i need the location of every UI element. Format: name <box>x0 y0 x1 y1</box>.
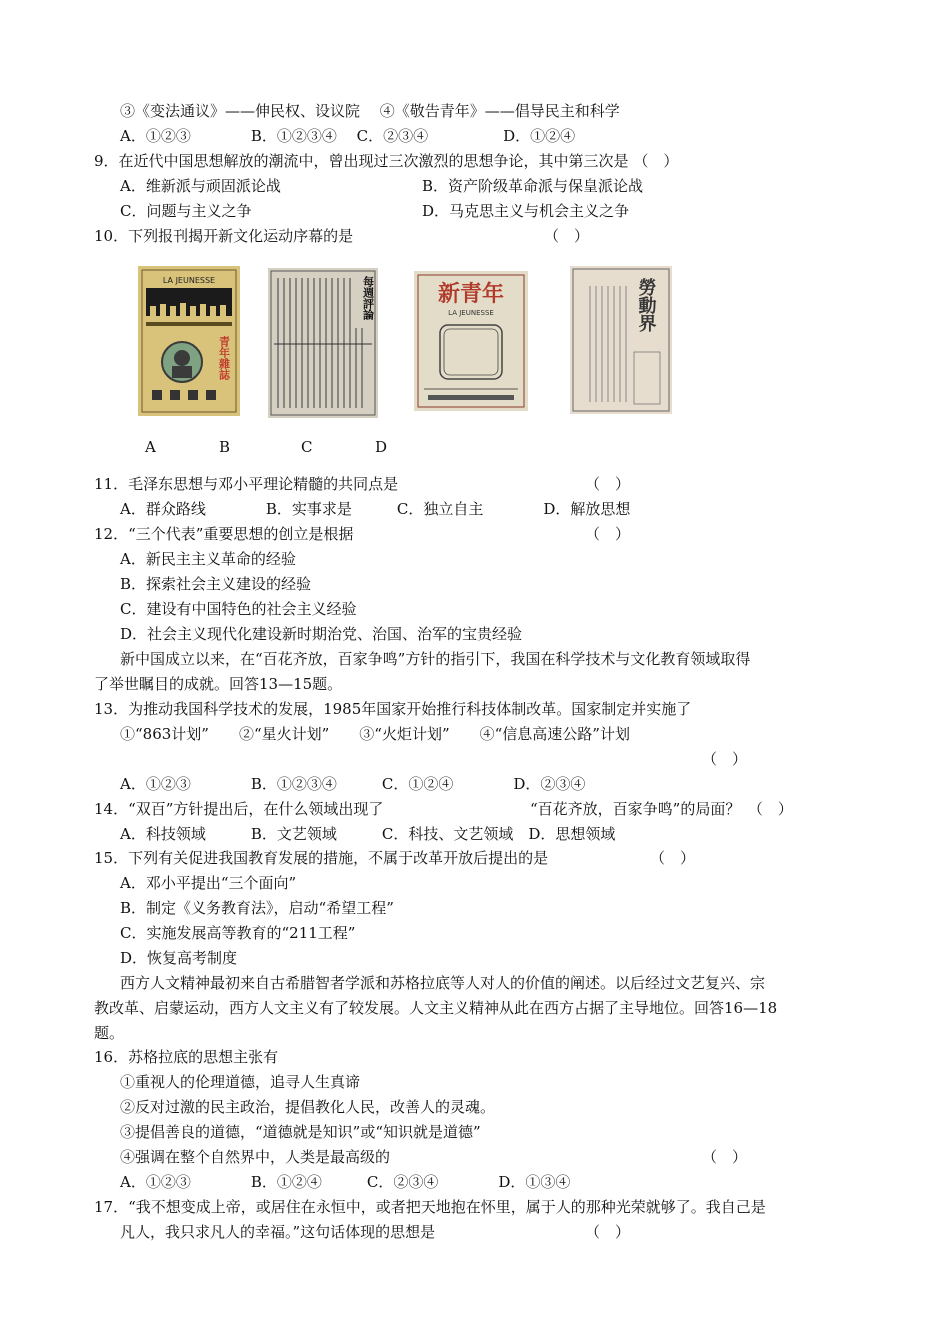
q15-option-c: C．实施发展高等教育的“211工程” <box>120 924 356 942</box>
q14-stem-cont: “百花齐放，百家争鸣”的局面？ （ ） <box>530 800 793 818</box>
q15-option-d: D．恢复高考制度 <box>120 949 238 967</box>
q12-stem: 12．“三个代表”重要思想的创立是根据 <box>94 525 354 543</box>
q16-item-3: ③提倡善良的道德，“道德就是知识”或“知识就是道德” <box>120 1123 481 1141</box>
q15-bracket: （ ） <box>650 849 696 867</box>
cover-a-side-title: 青年雜誌 <box>217 336 231 380</box>
q13-items: ①“863计划” ②“星火计划” ③“火炬计划” ④“信息高速公路”计划 <box>120 725 630 743</box>
q14-stem: 14．“双百”方针提出后，在什么领域出现了 <box>94 800 384 818</box>
q9-option-b: B．资产阶级革命派与保皇派论战 <box>422 177 644 195</box>
q12-option-a: A．新民主主义革命的经验 <box>120 550 296 568</box>
q16-item-1: ①重视人的伦理道德，追寻人生真谛 <box>120 1073 361 1091</box>
q12-option-c: C．建设有中国特色的社会主义经验 <box>120 600 357 618</box>
q15-stem: 15．下列有关促进我国教育发展的措施，不属于改革开放后提出的是 <box>94 849 549 867</box>
cover-d-title: 勞動界 <box>635 278 657 332</box>
image-label-a: A <box>145 438 156 456</box>
q16-item-2: ②反对过激的民主政治，提倡教化人民，改善人的灵魂。 <box>120 1098 496 1116</box>
q11-options: A．群众路线 B．实事求是 C．独立自主 D．解放思想 <box>120 500 631 518</box>
cover-a-masthead: LA JEUNESSE <box>162 276 216 285</box>
q9-option-c: C．问题与主义之争 <box>120 202 252 220</box>
cover-c-subtitle: LA JEUNESSE <box>448 309 494 317</box>
cover-b-title: 每週評論 <box>361 276 375 320</box>
q11-stem: 11．毛泽东思想与邓小平理论精髓的共同点是 <box>94 475 399 493</box>
q9-option-a: A．维新派与顽固派论战 <box>120 177 281 195</box>
q13-bracket: （ ） <box>702 750 748 768</box>
q14-options: A．科技领域 B．文艺领域 C．科技、文艺领域 D．思想领域 <box>120 825 616 843</box>
q8-option-line: ③《变法通议》——伸民权、设议院 ④《敬告青年》——倡导民主和科学 <box>120 102 620 120</box>
q16-stem: 16．苏格拉底的思想主张有 <box>94 1048 279 1066</box>
q12-bracket: （ ） <box>585 525 631 543</box>
q8-answers: A．①②③ B．①②③④ C．②③④ D．①②④ <box>120 127 576 145</box>
image-label-c: C <box>301 438 313 456</box>
q15-option-a: A．邓小平提出“三个面向” <box>120 874 297 892</box>
q15-option-b: B．制定《义务教育法》，启动“希望工程” <box>120 899 394 917</box>
q9-stem: 9．在近代中国思想解放的潮流中，曾出现过三次激烈的思想争论，其中第三次是 （ ） <box>94 152 679 170</box>
q17-stem-line-1: 17．“我不想变成上帝，或居住在永恒中，或者把天地抱在怀里，属于人的那种光荣就够了。我自己是 <box>94 1198 766 1216</box>
passage-2-line-3: 题。 <box>94 1024 125 1042</box>
q12-option-b: B．探索社会主义建设的经验 <box>120 575 312 593</box>
q12-option-d: D．社会主义现代化建设新时期治党、治国、治军的宝贵经验 <box>120 625 523 643</box>
cover-c-title: 新青年 <box>437 281 505 307</box>
magazine-cover-b-image <box>268 268 378 418</box>
passage-1-line-1: 新中国成立以来，在“百花齐放，百家争鸣”方针的指引下，我国在科学技术与文化教育领域取得 <box>120 650 751 668</box>
q13-options: A．①②③ B．①②③④ C．①②④ D．②③④ <box>120 775 586 793</box>
image-label-d: D <box>375 438 388 456</box>
q9-option-d: D．马克思主义与机会主义之争 <box>422 202 630 220</box>
q13-stem: 13．为推动我国科学技术的发展，1985年国家开始推行科技体制改革。国家制定并实施了 <box>94 700 692 718</box>
q11-bracket: （ ） <box>585 475 631 493</box>
q17-stem-line-2: 凡人，我只求凡人的幸福。”这句话体现的思想是 <box>120 1223 436 1241</box>
passage-2-line-1: 西方人文精神最初来自古希腊智者学派和苏格拉底等人对人的价值的阐述。以后经过文艺复兴、宗 <box>120 974 766 992</box>
magazine-cover-d-image <box>570 266 672 414</box>
passage-2-line-2: 教改革、启蒙运动，西方人文主义有了较发展。人文主义精神从此在西方占据了主导地位。回答16—18 <box>94 999 778 1017</box>
q16-bracket: （ ） <box>702 1148 748 1166</box>
magazine-cover-c-image <box>414 271 528 411</box>
q10-stem: 10．下列报刊揭开新文化运动序幕的是 <box>94 227 354 245</box>
passage-1-line-2: 了举世瞩目的成就。回答13—15题。 <box>94 675 343 693</box>
image-label-b: B <box>219 438 231 456</box>
q10-bracket: （ ） <box>544 227 590 245</box>
magazine-cover-a-image <box>138 266 240 416</box>
q16-item-4: ④强调在整个自然界中，人类是最高级的 <box>120 1148 391 1166</box>
q16-options: A．①②③ B．①②④ C．②③④ D．①③④ <box>120 1173 571 1191</box>
q17-bracket: （ ） <box>585 1223 631 1241</box>
